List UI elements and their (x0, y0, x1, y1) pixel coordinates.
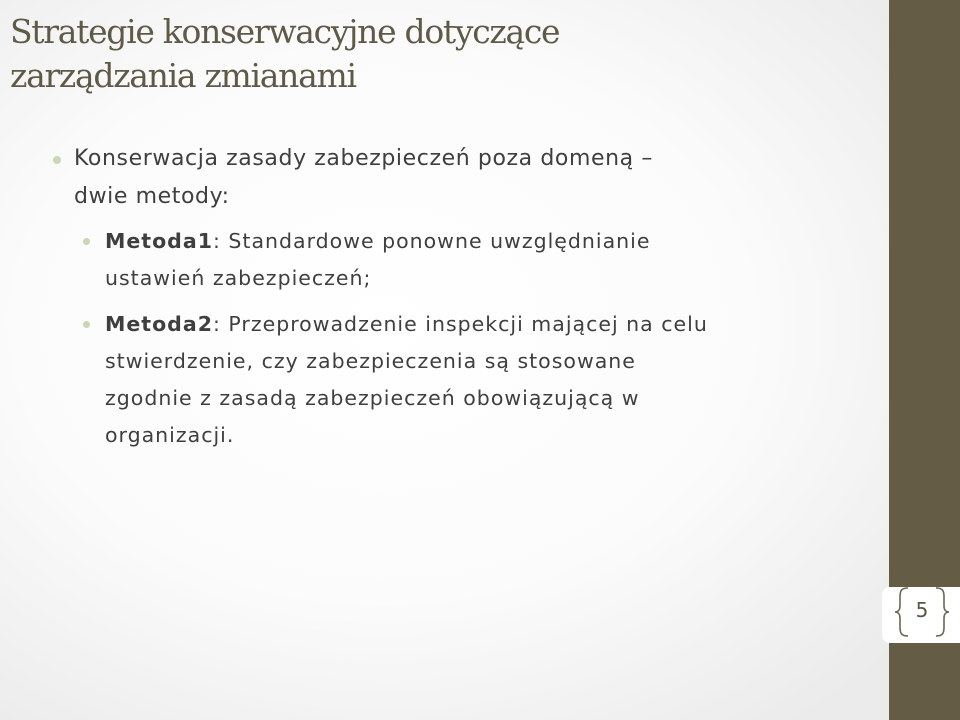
bullet-dot-icon (53, 156, 61, 164)
page-number: 5 (915, 598, 929, 622)
title-line: zarządzania zmianami (10, 56, 356, 95)
bullet-text-line: Konserwacja zasady zabezpieczeń poza domeną – (74, 146, 653, 171)
sub-bullet-item (0, 306, 865, 454)
slide-title (10, 10, 870, 98)
method-description: : Standardowe ponowne uwzględnianie (212, 229, 651, 253)
bullet-text-line: organizacji. (105, 423, 235, 447)
bullet-item (0, 140, 880, 216)
bullet-text-line (105, 306, 865, 343)
method-label: Metoda2 (105, 312, 213, 336)
bullet-text-line (105, 223, 865, 260)
bullet-text-line: dwie metody: (74, 184, 230, 209)
page-number-badge (882, 587, 960, 643)
bullet-text-line: stwierdzenie, czy zabezpieczenia są stosowane (105, 349, 636, 373)
method-description: : Przeprowadzenie inspekcji mającej na celu (212, 312, 708, 336)
sub-bullet-item (0, 223, 865, 297)
slide-body (0, 140, 880, 463)
bullet-dot-icon (83, 238, 90, 245)
left-brace-icon (894, 587, 910, 637)
title-line: Strategie konserwacyjne dotyczące (10, 12, 560, 51)
right-brace-icon (934, 587, 950, 637)
method-label: Metoda1 (105, 229, 213, 253)
bullet-dot-icon (83, 321, 90, 328)
bullet-text-line: ustawień zabezpieczeń; (105, 266, 372, 290)
bullet-text-line: zgodnie z zasadą zabezpieczeń obowiązującą w (105, 386, 640, 410)
